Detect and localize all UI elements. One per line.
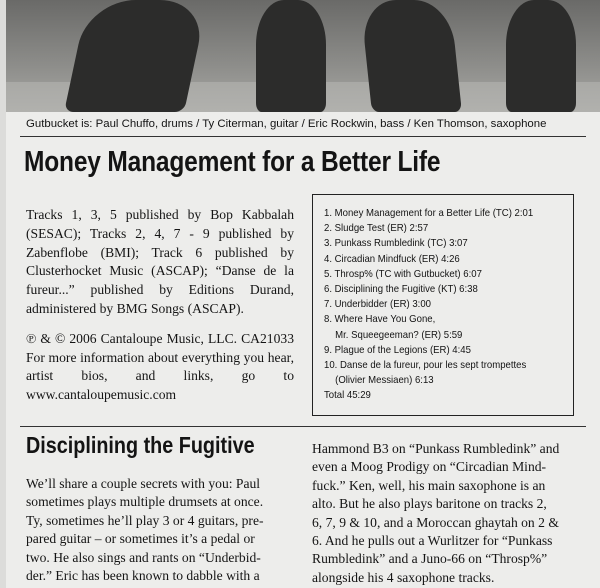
body-line: two. He also sings and rants on “Underbid- xyxy=(26,549,261,565)
body-text-right xyxy=(312,440,574,587)
photo-caption: Gutbucket is: Paul Chuffo, drums / Ty Citerman, guitar / Eric Rockwin, bass / Ken Thomson, saxophone xyxy=(26,118,547,130)
body-line: pared guitar – or sometimes it’s a pedal or xyxy=(26,531,255,547)
track-item-continued: (Olivier Messiaen) 6:13 xyxy=(335,375,434,387)
body-line: sometimes plays multiple drumsets at once. xyxy=(26,494,264,510)
body-line: Ty, sometimes he’ll play 3 or 4 guitars, pre- xyxy=(26,512,264,528)
body-line: Hammond B3 on “Punkass Rumbledink” and xyxy=(312,441,560,456)
body-text-left xyxy=(26,475,292,585)
publishing-text: Tracks 1, 3, 5 published by Bop Kabbalah (SESAC); Tracks 2, 4, 7 - 9 published by Zabenflobe (BMI); Track 6 published by Clusterhocket Music (ASCAP); “Danse de la fureur...” published by Editions Durand, administered by BMG Songs (ASCAP). xyxy=(26,207,294,316)
band-photo xyxy=(6,0,600,112)
body-line: alongside his 4 saxophone tracks. xyxy=(312,569,495,585)
track-item: 6. Disciplining the Fugitive (KT) 6:38 xyxy=(324,284,478,296)
publishing-credits xyxy=(26,206,294,416)
track-item: 4. Circadian Mindfuck (ER) 4:26 xyxy=(324,253,460,265)
body-line: Rumbledink” and a Juno-66 on “Throsp%” xyxy=(312,551,548,567)
track-list-box xyxy=(312,194,574,416)
body-line: We’ll share a couple secrets with you: Paul xyxy=(26,476,261,491)
album-title: Money Management for a Better Life xyxy=(24,146,441,178)
track-item: 10. Danse de la fureur, pour les sept trompettes xyxy=(324,360,527,372)
body-line: even a Moog Prodigy on “Circadian Mind- xyxy=(312,459,547,475)
body-line: 6, 7, 9 & 10, and a Moroccan ghaytah on 2 & xyxy=(312,514,559,530)
track-item: 8. Where Have You Gone, xyxy=(324,314,436,326)
body-line: fuck.” Ken, well, his main saxophone is an xyxy=(312,477,546,493)
body-line: alto. But he also plays baritone on tracks 2, xyxy=(312,496,547,512)
divider-top xyxy=(20,136,586,137)
track-item-continued: Mr. Squeegeeman? (ER) 5:59 xyxy=(335,329,463,341)
track-list xyxy=(324,206,573,388)
track-item: 3. Punkass Rumbledink (TC) 3:07 xyxy=(324,238,468,250)
section-title: Disciplining the Fugitive xyxy=(26,432,255,458)
divider-bottom xyxy=(20,426,586,427)
track-item: 5. Throsp% (TC with Gutbucket) 6:07 xyxy=(324,268,482,280)
track-item: 7. Underbidder (ER) 3:00 xyxy=(324,299,431,311)
track-item: 9. Plague of the Legions (ER) 4:45 xyxy=(324,344,471,356)
body-line: 6. And he pulls out a Wurlitzer for “Punkass xyxy=(312,533,553,549)
copyright-text: ℗ & © 2006 Cantaloupe Music, LLC. CA21033 For more information about everything you hear, artist bios, and links, go to www.cantaloupemusic.com xyxy=(26,330,294,403)
total-time: Total 45:29 xyxy=(324,390,371,402)
liner-notes-page xyxy=(6,0,600,588)
track-item: 1. Money Management for a Better Life (TC) 2:01 xyxy=(324,208,534,219)
track-item: 2. Sludge Test (ER) 2:57 xyxy=(324,223,429,235)
body-line: der.” Eric has been known to dabble with a xyxy=(26,568,260,584)
